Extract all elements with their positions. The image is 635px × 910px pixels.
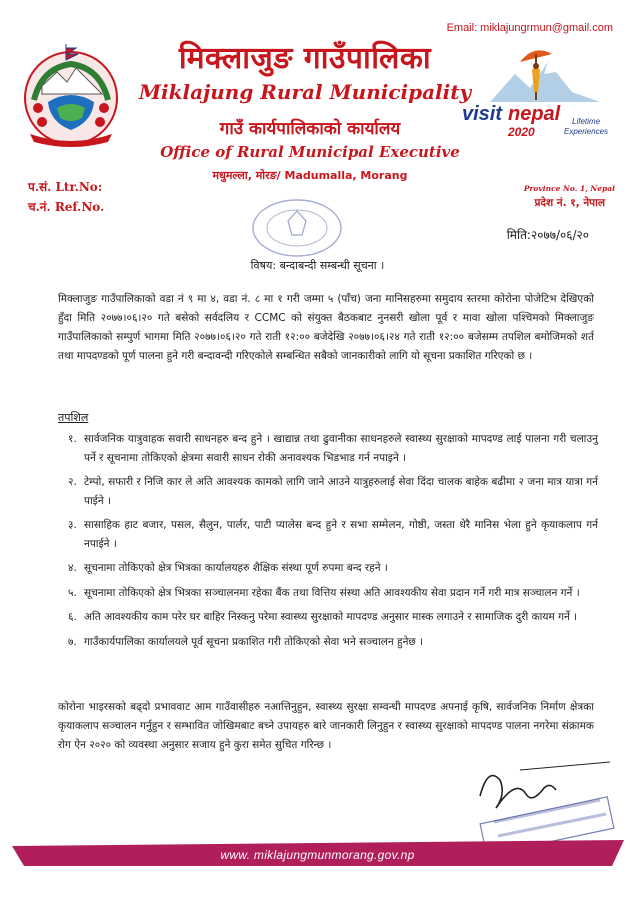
year-text: 2020: [508, 125, 535, 139]
email-text: Email: miklajungrmun@gmail.com: [446, 22, 613, 34]
nepal-emblem-icon: [12, 38, 130, 150]
nepal-word: nepal: [508, 103, 561, 125]
reference-number-label: च.नं. Ref.No.: [28, 200, 105, 214]
list-item: [68, 430, 598, 467]
list-item-text: सूचनामा तोकिएको क्षेत्र भित्रका सञ्चालनमा रहेका बैंक तथा वित्तिय संस्था अति आवश्यकीय सेवा प्रदान गर्ने गरी मात्र सञ्चालन गर्ने ।: [84, 586, 580, 599]
list-item-text: सूचनामा तोकिएको क्षेत्र भित्रका कार्यालयहरु शैक्षिक संस्था पूर्ण रुपमा बन्द रहने ।: [84, 562, 388, 574]
conditions-list: [68, 430, 598, 657]
office-title-en: Office of Rural Municipal Executive: [160, 143, 460, 161]
visit-word: visit: [462, 103, 503, 125]
list-item-text: सासाहिक हाट बजार, पसल, सैलुन, पार्लर, पाटी प्यालेस बन्द हुने र सभा सम्मेलन, गोष्ठी, जस्ता धेरै मानिस भेला हुने कृयाकलाप गर्न नपाईने ।: [84, 519, 598, 550]
list-item: [68, 584, 598, 603]
list-item-text: अति आवश्यकीय काम परेर घर बाहिर निस्कनु परेमा स्वास्थ्य सुरक्षाको मापदण्ड अनुसार मास्क लगाउने र सामाजिक दुरी कायम गर्ने ।: [84, 611, 578, 623]
office-stamp-icon: [250, 197, 345, 259]
list-item-number: ७.: [68, 635, 77, 648]
list-item-number: ५.: [68, 586, 77, 599]
visit-nepal-logo-icon: [460, 40, 620, 140]
subject-line: विषय: बन्दाबन्दी सम्बन्धी सूचना ।: [250, 259, 385, 272]
list-item-number: ४.: [68, 562, 77, 574]
tagline-2: Experiences: [564, 127, 609, 136]
list-item: [68, 559, 598, 578]
municipality-title-np: मिक्लाजुङ गाउँपालिका: [178, 41, 432, 76]
details-heading: तपशिल: [58, 411, 89, 424]
list-item-number: २.: [68, 476, 77, 488]
address-text: मधुमल्ला, मोरङ/ Madumalla, Morang: [212, 169, 408, 182]
list-item: [68, 473, 598, 510]
list-item: [68, 633, 598, 652]
footer-website-link[interactable]: www. miklajungmunmorang.gov.np: [220, 848, 415, 862]
intro-paragraph: मिक्लाजुङ गाउँपालिकाको वडा नं ९ मा ४, वडा नं. ८ मा १ गरी जम्मा ५ (पाँच) जना मानिसहरुमा समुदाय स्तरमा कोरोना पोजेटिभ देखिएको हुँदा मिति २०७७।०६।२० गते बसेको सर्वदलिय र CCMC को संयुक्त बैठकबाट नुनसरी खोला पूर्व र मावा खोला पश्चिमको मिक्लाजुङ गाउँपालिकाको सम्पुर्ण भागमा मिति २०७७।०६।२० गते राती १२:०० बजेदेखि २०७७।०६।२४ गते राती १२:०० बजेसम्म तपशिल बमोजिमको शर्त तथा मापदण्डको पूर्ण पालना हुने गरी बन्दावन्दी गरिएकोले सम्बन्धित सबैको जानकारीको लागि यो सूचना प्रकाशित गरिएको छ ।: [58, 293, 594, 362]
province-en: Province No. 1, Nepal: [523, 184, 615, 193]
list-item-number: ३.: [68, 519, 77, 531]
list-item-text: गाउँकार्यपालिका कार्यालयले पूर्व सूचना प्रकाशित गरी तोकिएको सेवा भने सञ्चालन हुनेछ ।: [84, 635, 424, 648]
closing-paragraph: कोरोना भाइरसको बढ्दो प्रभाववाट आम गाउँवासीहरु नआत्तिनुहुन, स्वास्थ्य सुरक्षा सम्वन्धी मापदण्ड अपनाई कृषि, सार्वजनिक निर्माण क्षेत्रका कृयाकलाप सञ्चालन गर्नुहुन र सम्भावित जोखिमबाट बच्ने उपायहरु बारे जानकारी लिनुहुन र स्वास्थ्य सुरक्षाको मापदण्ड पालना नगरेमा संक्रामक रोग ऐन २०२० को व्यवस्था अनुसार सजाय हुने कुरा समेत सुचित गरिन्छ ।: [58, 701, 594, 751]
letter-number-label: प.सं. Ltr.No:: [28, 180, 103, 194]
office-title-np: गाउँ कार्यपालिकाको कार्यालय: [219, 119, 401, 139]
list-item: [68, 516, 598, 553]
municipality-title-en: Miklajung Rural Municipality: [138, 80, 472, 104]
list-item-number: ६.: [68, 611, 77, 623]
list-item-text: टेम्पो, सफारी र निजि कार ले अति आवश्यक कामको लागि जाने आउने यात्रुहरुलाई सेवा दिंदा चालक बाहेक बढीमा २ जना मात्र यात्रा गर्न पाईने ।: [84, 476, 598, 507]
province-np: प्रदेश नं. १, नेपाल: [534, 197, 605, 209]
list-item-number: १.: [68, 433, 77, 445]
signature-icon: [460, 760, 620, 850]
list-item: [68, 608, 598, 627]
date-text: मिति:२०७७/०६/२०: [506, 228, 589, 242]
list-item-text: सार्वजनिक यात्रुवाहक सवारी साधनहरु बन्द हुने । खाद्यान्न तथा ढुवानीका साधनहरुले स्वास्थ्य सुरक्षाको मापदण्ड लाई पालना गरी चलाउनु पर्ने र सूचनामा तोकिएको क्षेत्रमा सवारी साधन रोकी अनावश्यक भिडभाड गर्न नपाइने ।: [84, 433, 598, 464]
tagline-1: Lifetime: [572, 117, 601, 126]
